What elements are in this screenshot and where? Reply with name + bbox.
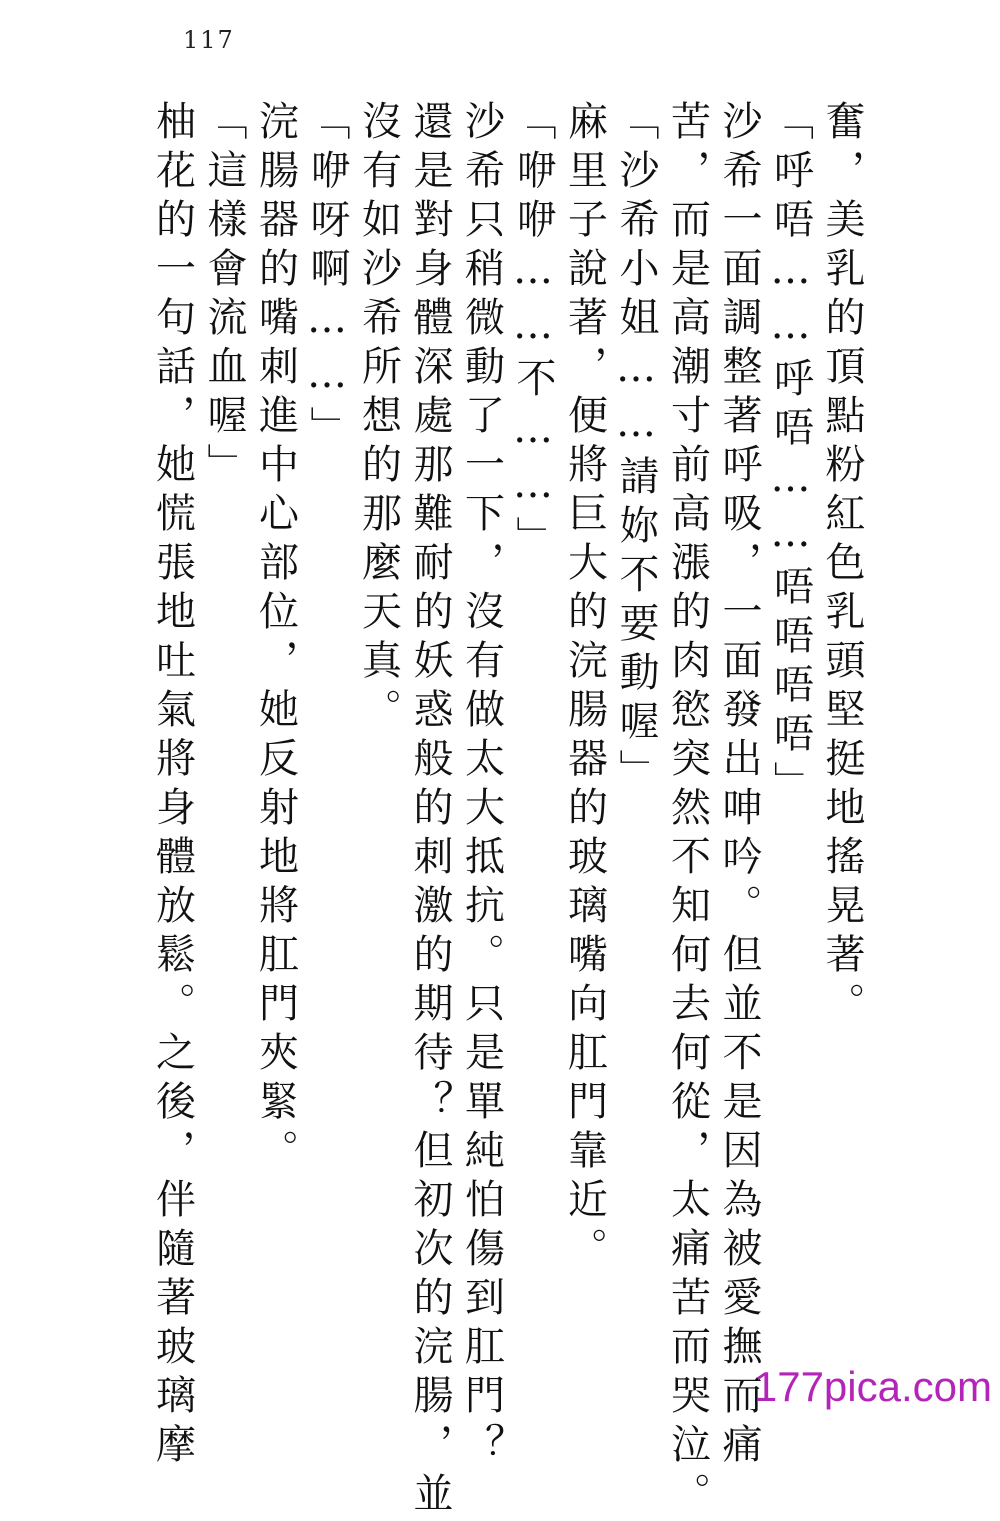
text-line-12: 浣腸器的嘴刺進中心部位，她反射地將肛門夾緊。 bbox=[252, 100, 299, 1178]
text-line-5: 「沙希小姐……請妳不要動喔」 bbox=[613, 100, 659, 798]
text-line-9: 還是對身體深處那難耐的妖惑般的刺激的期待？但初次的浣腸，並 bbox=[407, 100, 453, 1521]
text-line-4: 苦，而是高潮寸前高漲的肉慾突然不知何去何從，太痛苦而哭泣。 bbox=[664, 100, 711, 1521]
text-line-2: 「呼唔……呼唔……唔唔唔唔」 bbox=[767, 100, 814, 810]
text-line-13: 「這樣會流血喔」 bbox=[201, 100, 247, 492]
text-line-10: 沒有如沙希所想的那麼天真。 bbox=[355, 100, 402, 737]
text-line-11: 「咿呀啊……」 bbox=[304, 100, 350, 455]
text-line-7: 「咿咿……不……」 bbox=[510, 100, 556, 565]
site-watermark: 177pica.com bbox=[753, 1363, 992, 1410]
page-number: 117 bbox=[183, 26, 235, 54]
text-line-3: 沙希一面調整著呼吸，一面發出呻吟。但並不是因為被愛撫而痛 bbox=[716, 100, 762, 1472]
text-line-6: 麻里子說著，便將巨大的浣腸器的玻璃嘴向肛門靠近。 bbox=[561, 100, 608, 1276]
vertical-text-body bbox=[146, 100, 867, 1521]
text-line-1: 奮，美乳的頂點粉紅色乳頭堅挺地搖晃著。 bbox=[819, 100, 865, 1031]
text-line-8: 沙希只稍微動了一下，沒有做太大抵抗。只是單純怕傷到肛門？ bbox=[458, 100, 505, 1472]
text-line-14: 柚花的一句話，她慌張地吐氣將身體放鬆。之後，伴隨著玻璃摩 bbox=[149, 100, 196, 1472]
